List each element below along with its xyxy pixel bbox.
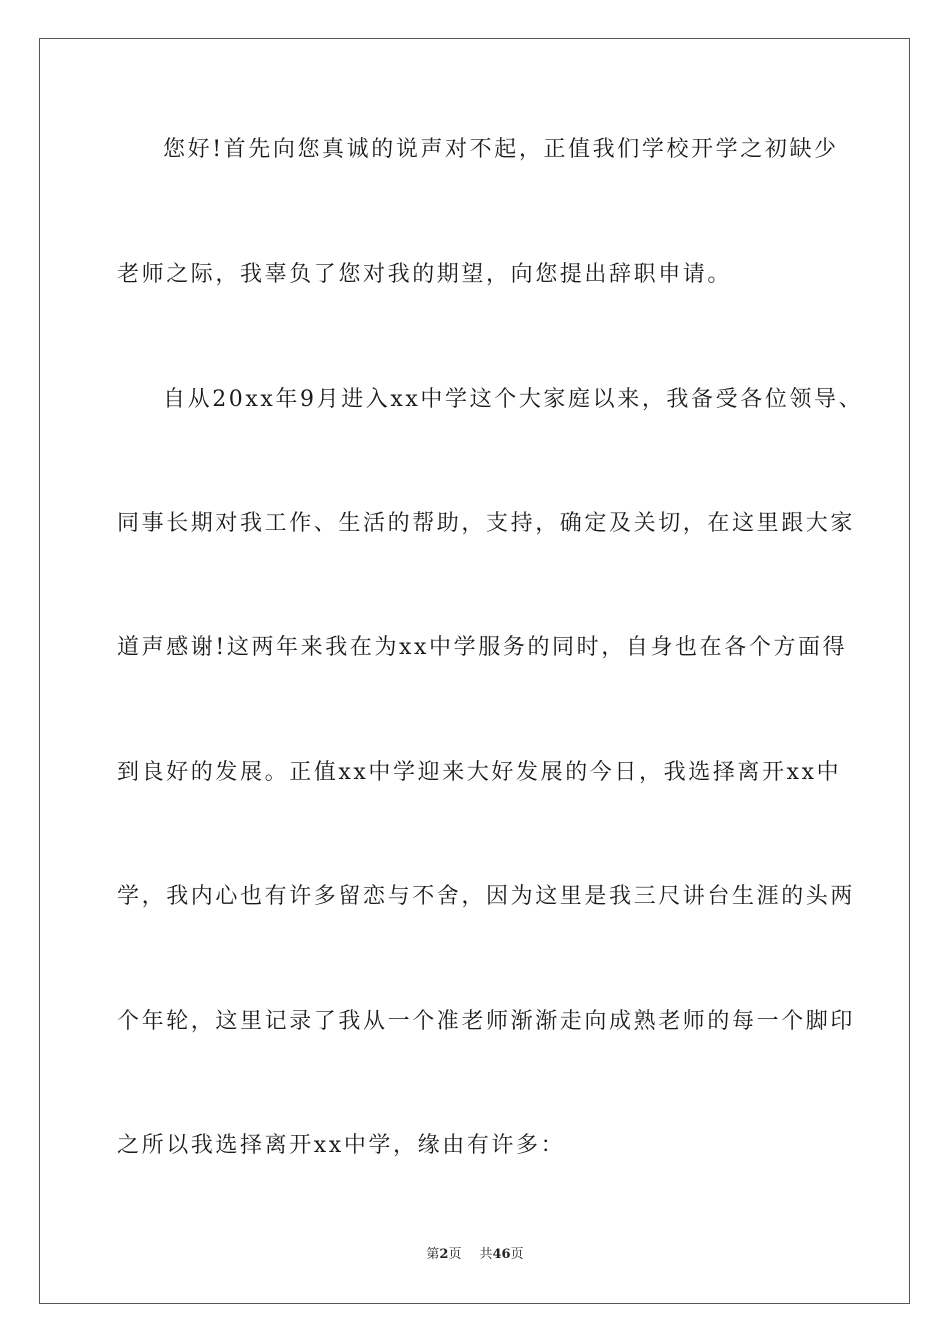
- total-pages: 46: [492, 1247, 511, 1262]
- page-suffix: 页: [448, 1247, 462, 1262]
- body-line-8: 个年轮，这里记录了我从一个准老师渐渐走向成熟老师的每一个脚印: [117, 1009, 856, 1034]
- page-number: 2: [439, 1247, 449, 1262]
- body-line-9: 之所以我选择离开xx中学，缘由有许多：: [117, 1133, 566, 1158]
- body-line-7: 学，我内心也有许多留恋与不舍，因为这里是我三尺讲台生涯的头两: [117, 884, 856, 909]
- page-prefix: 第: [426, 1247, 440, 1262]
- body-line-4: 同事长期对我工作、生活的帮助，支持，确定及关切，在这里跟大家: [117, 511, 856, 536]
- page-frame: [39, 38, 910, 1304]
- body-line-2: 老师之际，我辜负了您对我的期望，向您提出辞职申请。: [117, 262, 733, 287]
- total-suffix: 页: [510, 1247, 524, 1262]
- page-footer: [0, 1246, 950, 1264]
- total-prefix: 共: [479, 1247, 493, 1262]
- body-line-5: 道声感谢!这两年来我在为xx中学服务的同时，自身也在各个方面得: [117, 635, 848, 660]
- body-line-1: 您好!首先向您真诚的说声对不起，正值我们学校开学之初缺少: [163, 137, 839, 162]
- body-line-6: 到良好的发展。正值xx中学迎来大好发展的今日，我选择离开xx中: [117, 760, 842, 785]
- body-line-3: 自从20xx年9月进入xx中学这个大家庭以来，我备受各位领导、: [163, 387, 864, 412]
